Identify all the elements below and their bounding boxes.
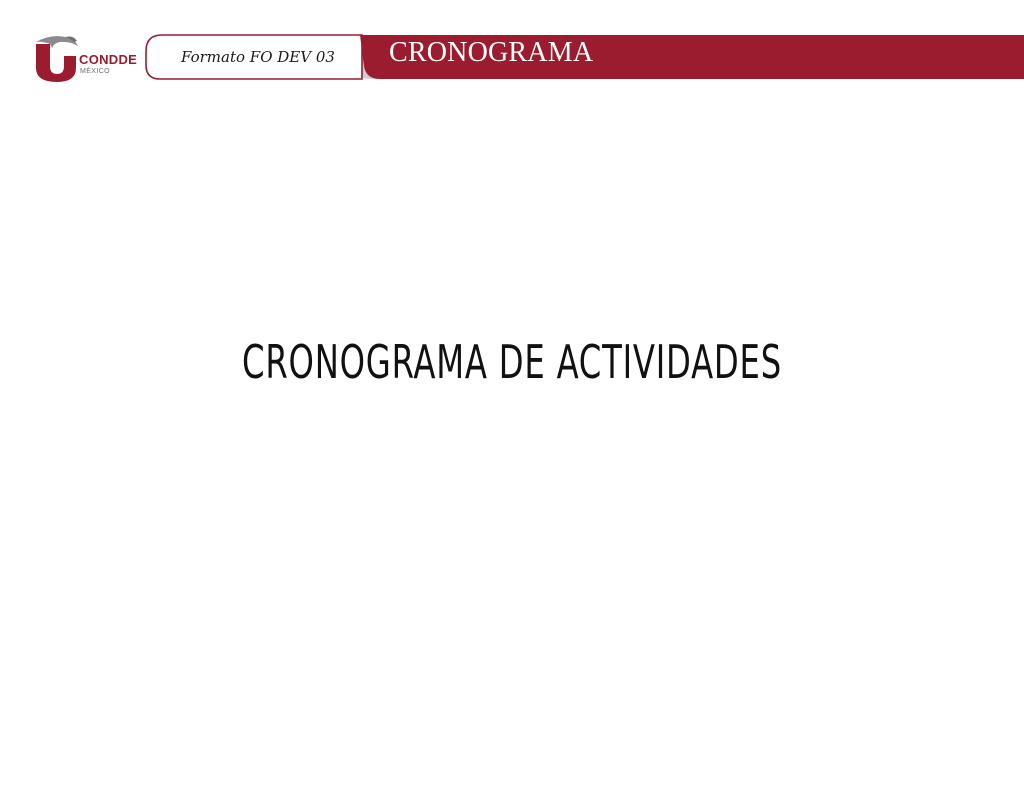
- logo-wordmark: CONDDE: [79, 52, 138, 67]
- format-code-label: Formato FO DEV 03: [181, 48, 335, 66]
- logo-subtitle: MÉXICO: [80, 68, 111, 75]
- header-title: CRONOGRAMA: [389, 37, 594, 68]
- page-title: CRONOGRAMA DE ACTIVIDADES: [241, 335, 783, 389]
